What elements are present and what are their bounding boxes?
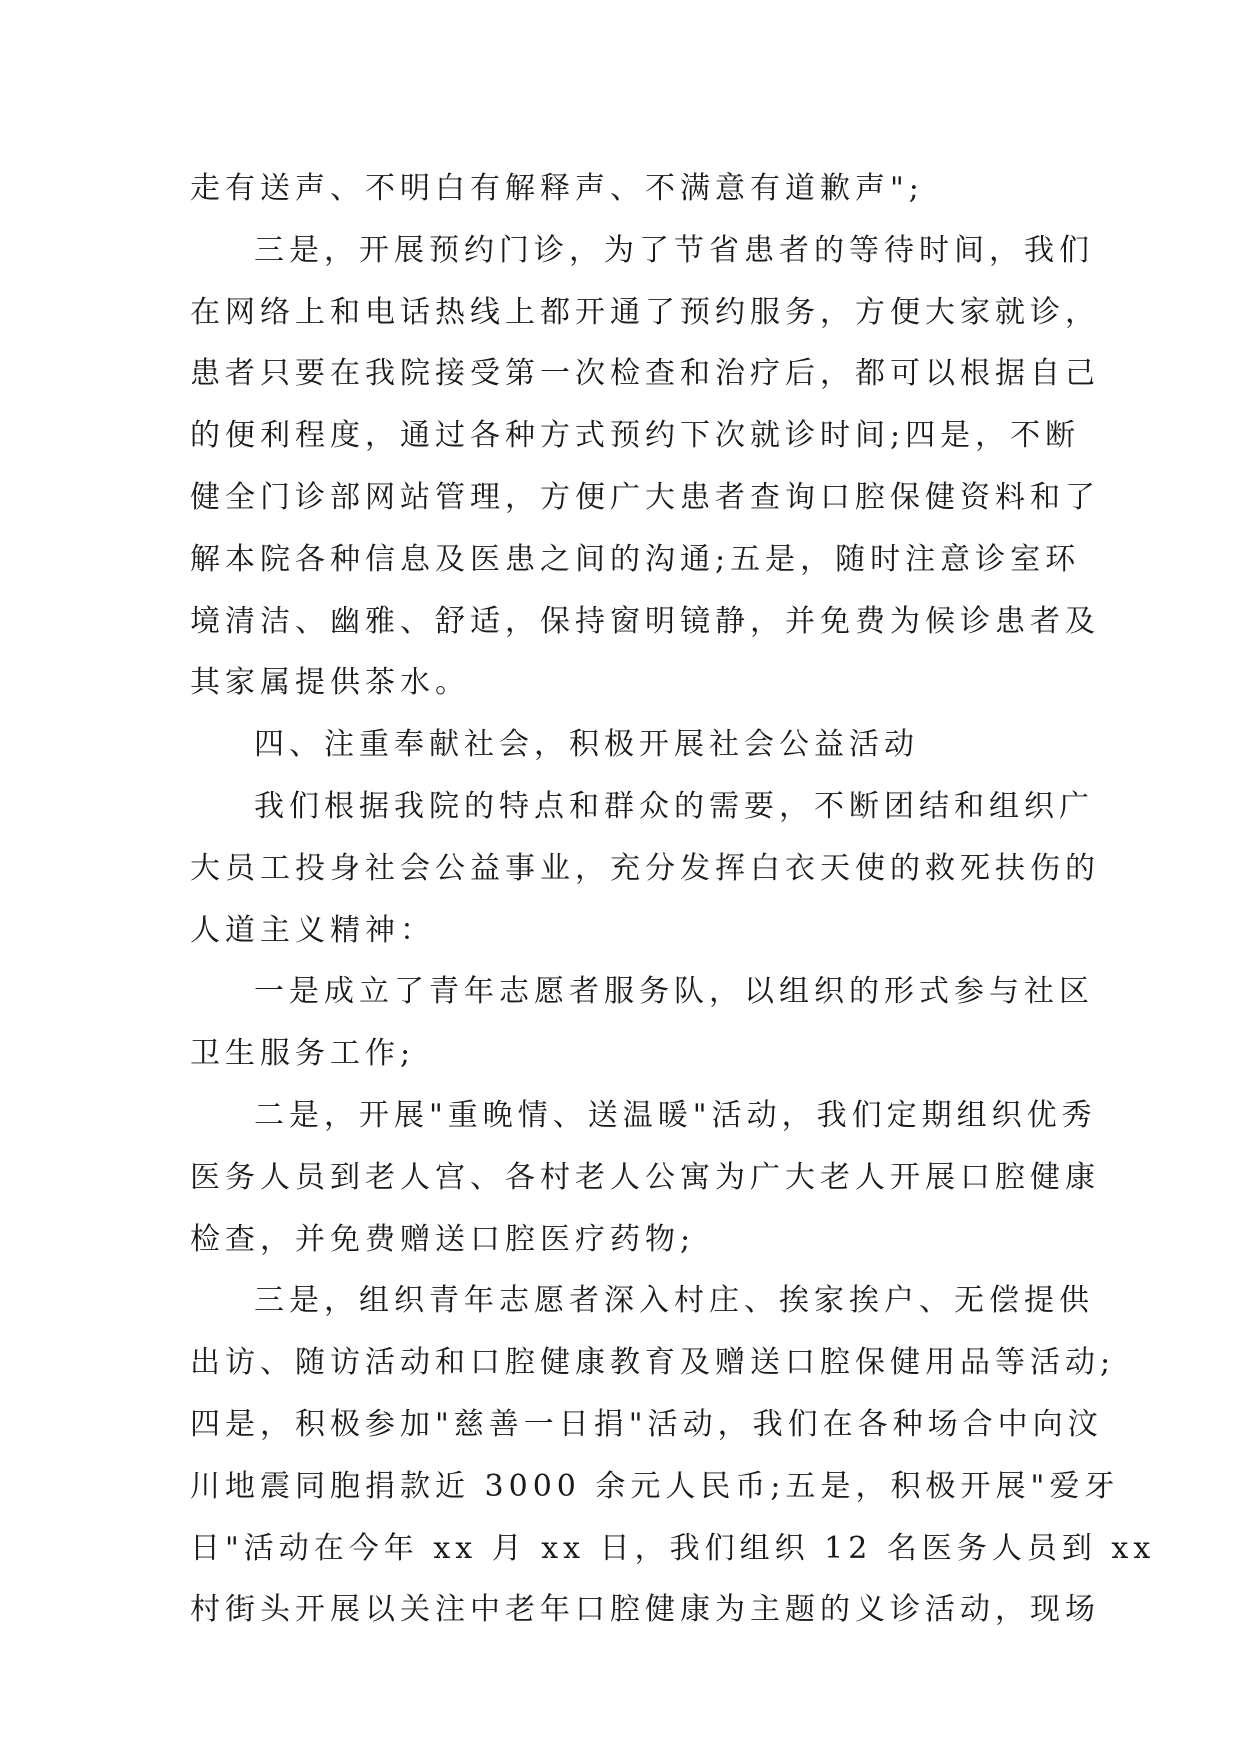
text-line: 在网络上和电话热线上都开通了预约服务，方便大家就诊， [190, 294, 1100, 330]
text-line: 四是，积极参加"慈善一日捐"活动，我们在各种场合中向汶 [190, 1406, 1103, 1442]
text-line: 村街头开展以关注中老年口腔健康为主题的义诊活动，现场 [190, 1592, 1100, 1628]
text-line: 检查，并免费赠送口腔医疗药物; [190, 1221, 696, 1257]
text-line: 三是，组织青年志愿者深入村庄、挨家挨户、无偿提供 [254, 1283, 1094, 1319]
text-line: 解本院各种信息及医患之间的沟通;五是，随时注意诊室环 [190, 541, 1081, 577]
text-line: 其家属提供茶水。 [190, 665, 470, 701]
text-line: 出访、随访活动和口腔健康教育及赠送口腔保健用品等活动; [190, 1345, 1116, 1381]
section-heading: 四、注重奉献社会，积极开展社会公益活动 [254, 727, 919, 763]
text-line: 一是成立了青年志愿者服务队，以组织的形式参与社区 [254, 974, 1094, 1010]
text-line: 三是，开展预约门诊，为了节省患者的等待时间，我们 [254, 232, 1094, 268]
text-line: 二是，开展"重晚情、送温暖"活动，我们定期组织优秀 [254, 1097, 1097, 1133]
text-line: 的便利程度，通过各种方式预约下次就诊时间;四是，不断 [190, 418, 1081, 454]
document-body [190, 158, 1156, 1641]
text-line: 日"活动在今年 xx 月 xx 日，我们组织 12 名医务人员到 xx [190, 1530, 1156, 1566]
text-line: 走有送声、不明白有解释声、不满意有道歉声"; [190, 171, 924, 206]
text-line: 患者只要在我院接受第一次检查和治疗后，都可以根据自己 [190, 356, 1100, 392]
text-line: 大员工投身社会公益事业，充分发挥白衣天使的救死扶伤的 [190, 850, 1100, 886]
text-line: 医务人员到老人宫、各村老人公寓为广大老人开展口腔健康 [190, 1159, 1100, 1195]
text-line: 境清洁、幽雅、舒适，保持窗明镜静，并免费为候诊患者及 [190, 603, 1100, 639]
text-line: 卫生服务工作; [190, 1036, 416, 1072]
text-line: 人道主义精神： [190, 912, 435, 948]
text-line: 我们根据我院的特点和群众的需要，不断团结和组织广 [254, 788, 1094, 824]
text-line: 健全门诊部网站管理，方便广大患者查询口腔保健资料和了 [190, 479, 1100, 515]
text-line: 川地震同胞捐款近 3000 余元人民币;五是，积极开展"爱牙 [190, 1468, 1120, 1504]
